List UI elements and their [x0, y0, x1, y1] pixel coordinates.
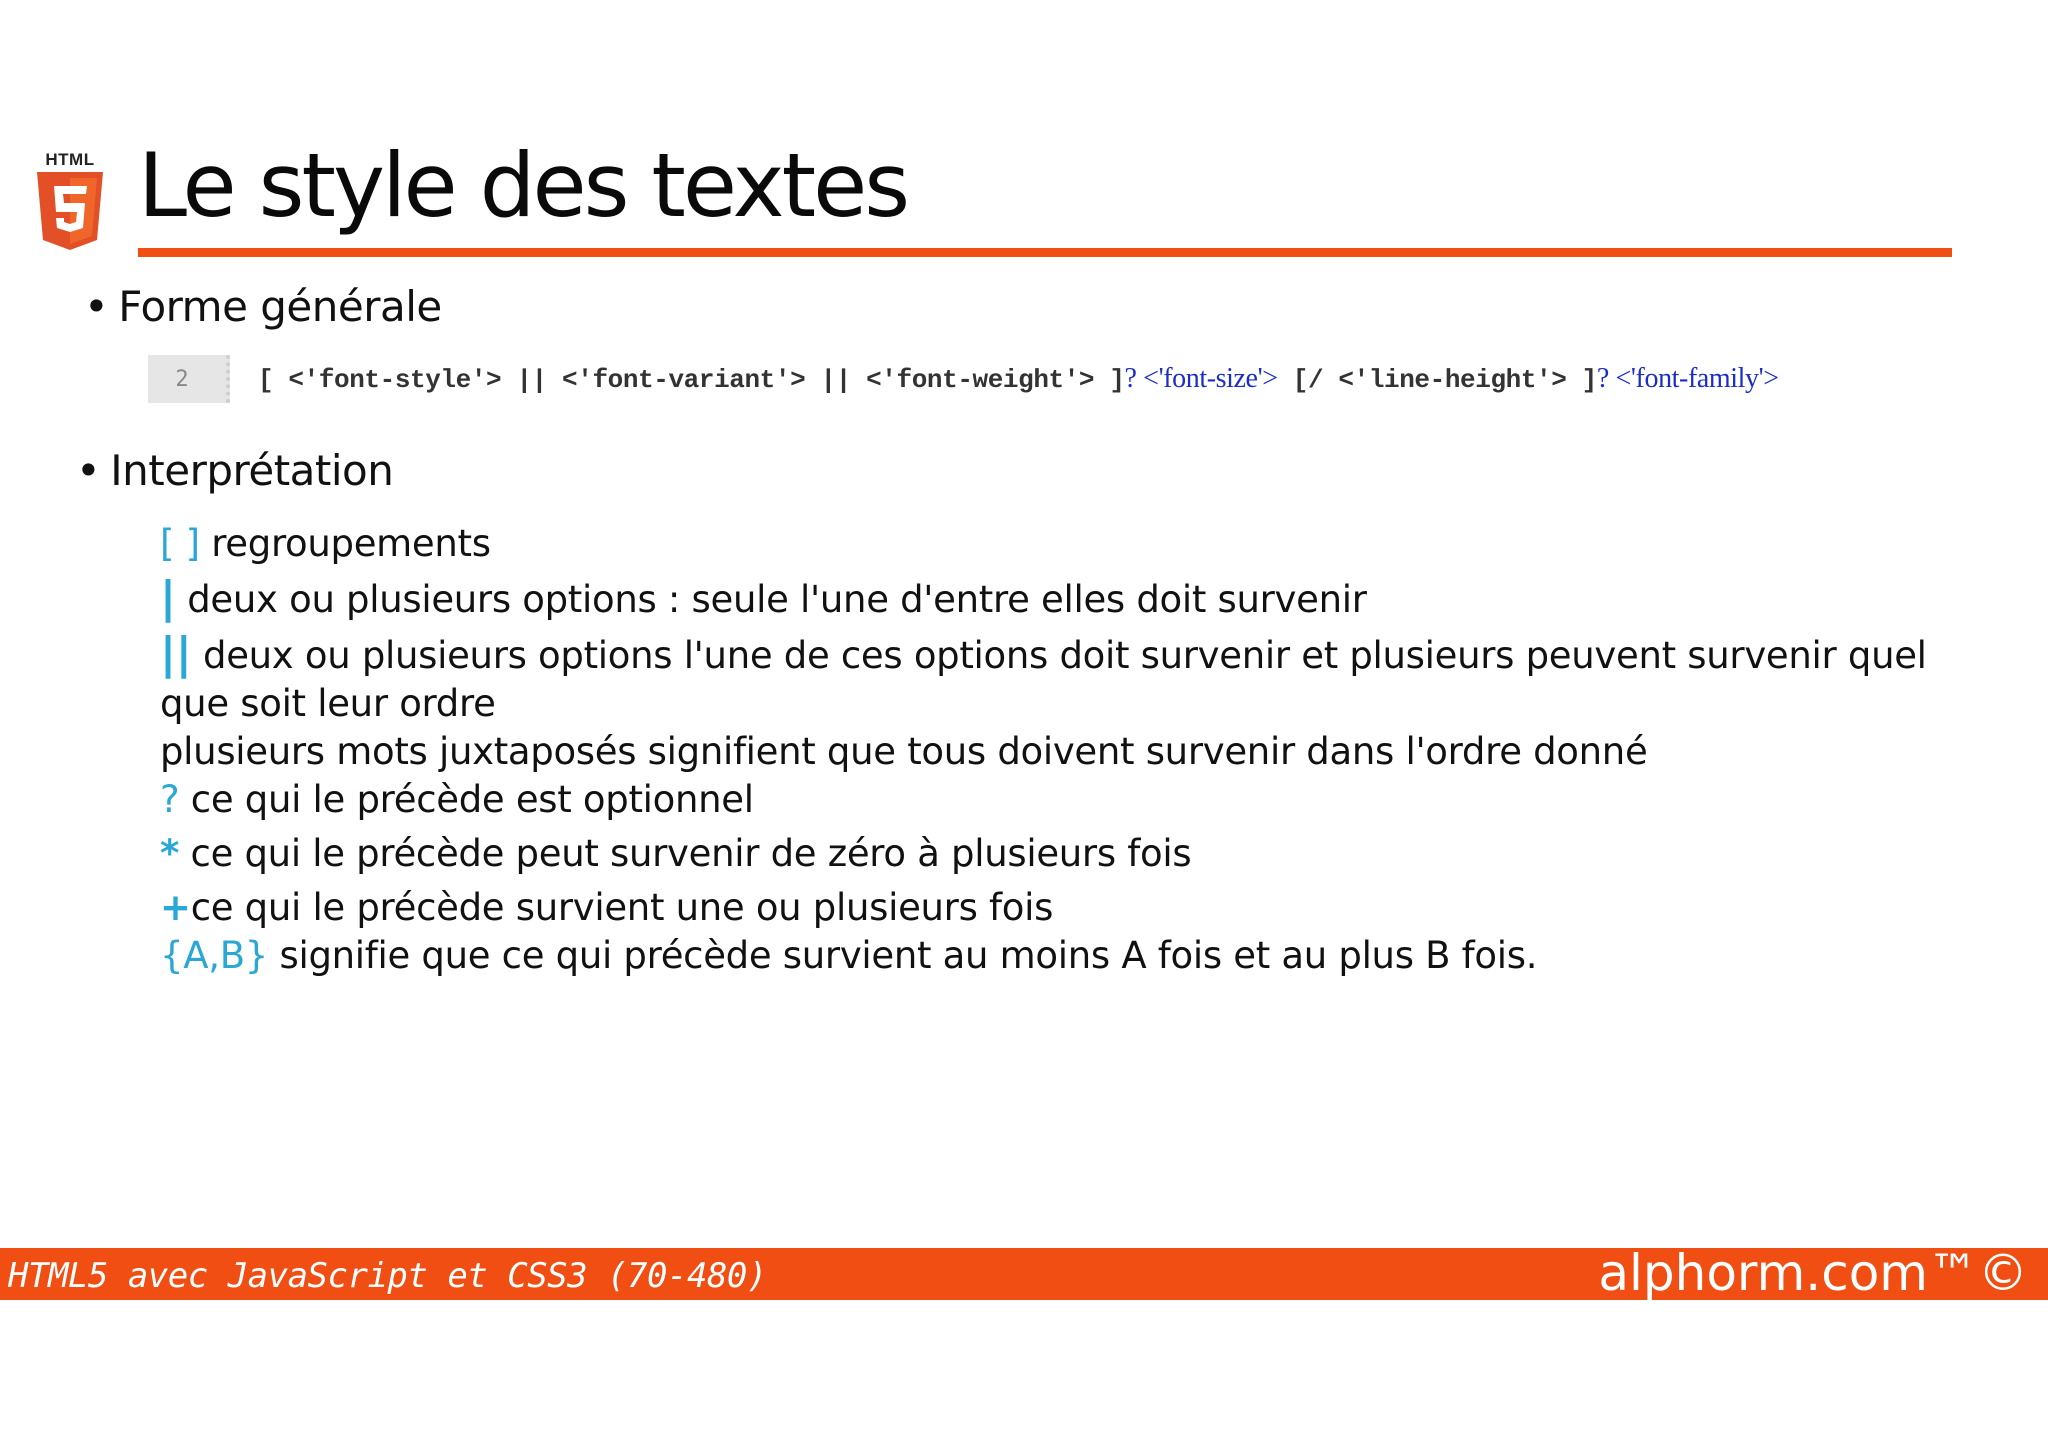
list-item — [160, 884, 1960, 932]
code-part-font-family: ? <'font-family'> — [1596, 363, 1779, 394]
page-title: Le style des textes — [138, 134, 908, 237]
footer-brand: alphorm.com™© — [1598, 1244, 2028, 1302]
symbol-single-bar: | — [160, 572, 176, 623]
interpretation-list — [160, 520, 1960, 980]
code-snippet — [148, 355, 1988, 403]
list-item — [160, 520, 1960, 568]
item-text: ce qui le précède survient une ou plusieurs fois — [190, 886, 1054, 929]
list-item — [160, 830, 1960, 878]
item-text: ce qui le précède est optionnel — [179, 778, 754, 821]
list-item — [160, 728, 1960, 776]
list-item — [160, 574, 1960, 624]
symbol-question: ? — [160, 778, 180, 821]
bullet-dot: • — [84, 282, 109, 331]
item-text: plusieurs mots juxtaposés signifient que tous doivent survenir dans l'ordre donné — [160, 730, 1648, 773]
title-underline — [138, 248, 1952, 257]
code-part-1: [ <'font-style'> || <'font-variant'> || <'font-weight'> ] — [258, 365, 1125, 395]
code-text — [258, 363, 1779, 395]
footer-bar — [0, 1244, 2048, 1302]
list-item — [160, 630, 1960, 728]
bullet-forme-generale — [84, 282, 442, 331]
item-text: signifie que ce qui précède survient au moins A fois et au plus B fois. — [268, 934, 1538, 977]
html5-logo — [34, 150, 106, 250]
footer-course-title: HTML5 avec JavaScript et CSS3 (70-480) — [8, 1256, 767, 1296]
code-line-number: 2 — [148, 355, 230, 403]
bullet-dot: • — [76, 446, 101, 495]
symbol-range: {A,B} — [160, 934, 269, 977]
bullet-text: Interprétation — [110, 446, 394, 495]
code-part-font-size: ? <'font-size'> — [1124, 363, 1278, 394]
symbol-asterisk: * — [160, 832, 180, 875]
item-text: ce qui le précède peut survenir de zéro à plusieurs fois — [179, 832, 1192, 875]
item-text: deux ou plusieurs options : seule l'une d'entre elles doit survenir — [175, 578, 1367, 621]
list-item — [160, 776, 1960, 824]
bullet-interpretation — [76, 446, 393, 495]
code-part-line-height: [/ <'line-height'> ] — [1277, 365, 1597, 395]
list-item — [160, 932, 1960, 980]
symbol-double-bar: || — [160, 628, 192, 679]
bullet-text: Forme générale — [118, 282, 442, 331]
item-text: deux ou plusieurs options l'une de ces options doit survenir et plusieurs peuvent survenir quel que soit leur ordre — [160, 634, 1927, 725]
logo-text: HTML — [45, 150, 95, 169]
item-text: regroupements — [199, 522, 491, 565]
symbol-plus: + — [160, 886, 191, 929]
symbol-brackets: [ ] — [160, 522, 200, 565]
html5-shield-icon — [37, 172, 103, 250]
